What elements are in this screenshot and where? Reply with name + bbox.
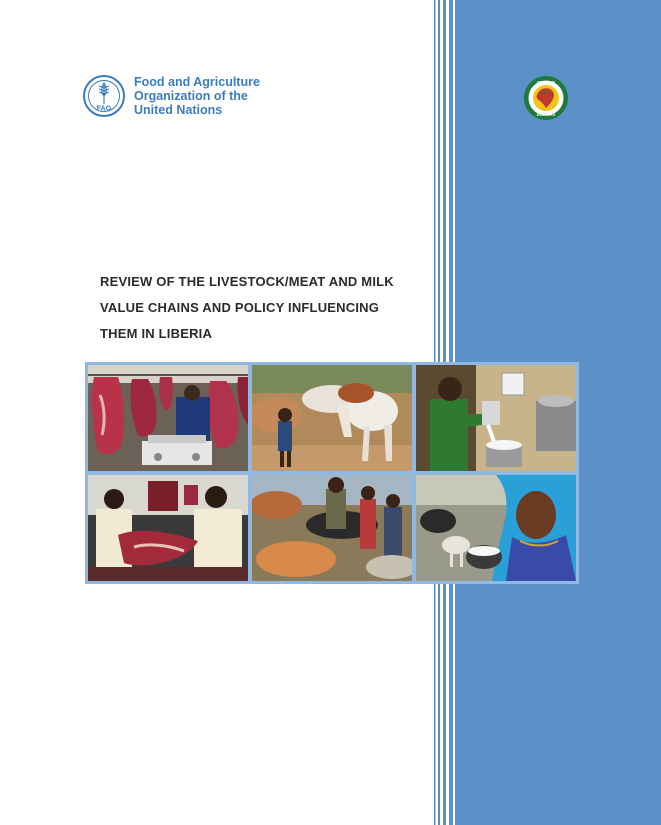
photo-girl-milk xyxy=(416,475,576,581)
svg-text:ECOWAS: ECOWAS xyxy=(536,112,556,117)
photo-collage xyxy=(85,362,579,584)
title-line: THEM IN LIBERIA xyxy=(100,326,213,341)
fao-name-line: Organization of the xyxy=(134,89,248,103)
fao-name-line: Food and Agriculture xyxy=(134,75,260,89)
document-title xyxy=(100,269,440,347)
photo-milk-pouring xyxy=(416,365,576,471)
ecowas-logo xyxy=(523,75,569,121)
title-line: REVIEW OF THE LIVESTOCK/MEAT AND MILK xyxy=(100,274,394,289)
photo-meat-hanging xyxy=(88,365,248,471)
svg-text:FAO: FAO xyxy=(96,105,112,113)
title-line: VALUE CHAINS AND POLICY INFLUENCING xyxy=(100,300,380,315)
photo-butchers xyxy=(88,475,248,581)
fao-emblem-icon xyxy=(82,74,126,118)
fao-logo xyxy=(82,74,260,118)
svg-text:CEDEAO: CEDEAO xyxy=(537,80,555,85)
photo-cattle-child xyxy=(252,365,412,471)
fao-name xyxy=(134,75,260,117)
photo-cattle-market xyxy=(252,475,412,581)
fao-name-line: United Nations xyxy=(134,103,223,117)
